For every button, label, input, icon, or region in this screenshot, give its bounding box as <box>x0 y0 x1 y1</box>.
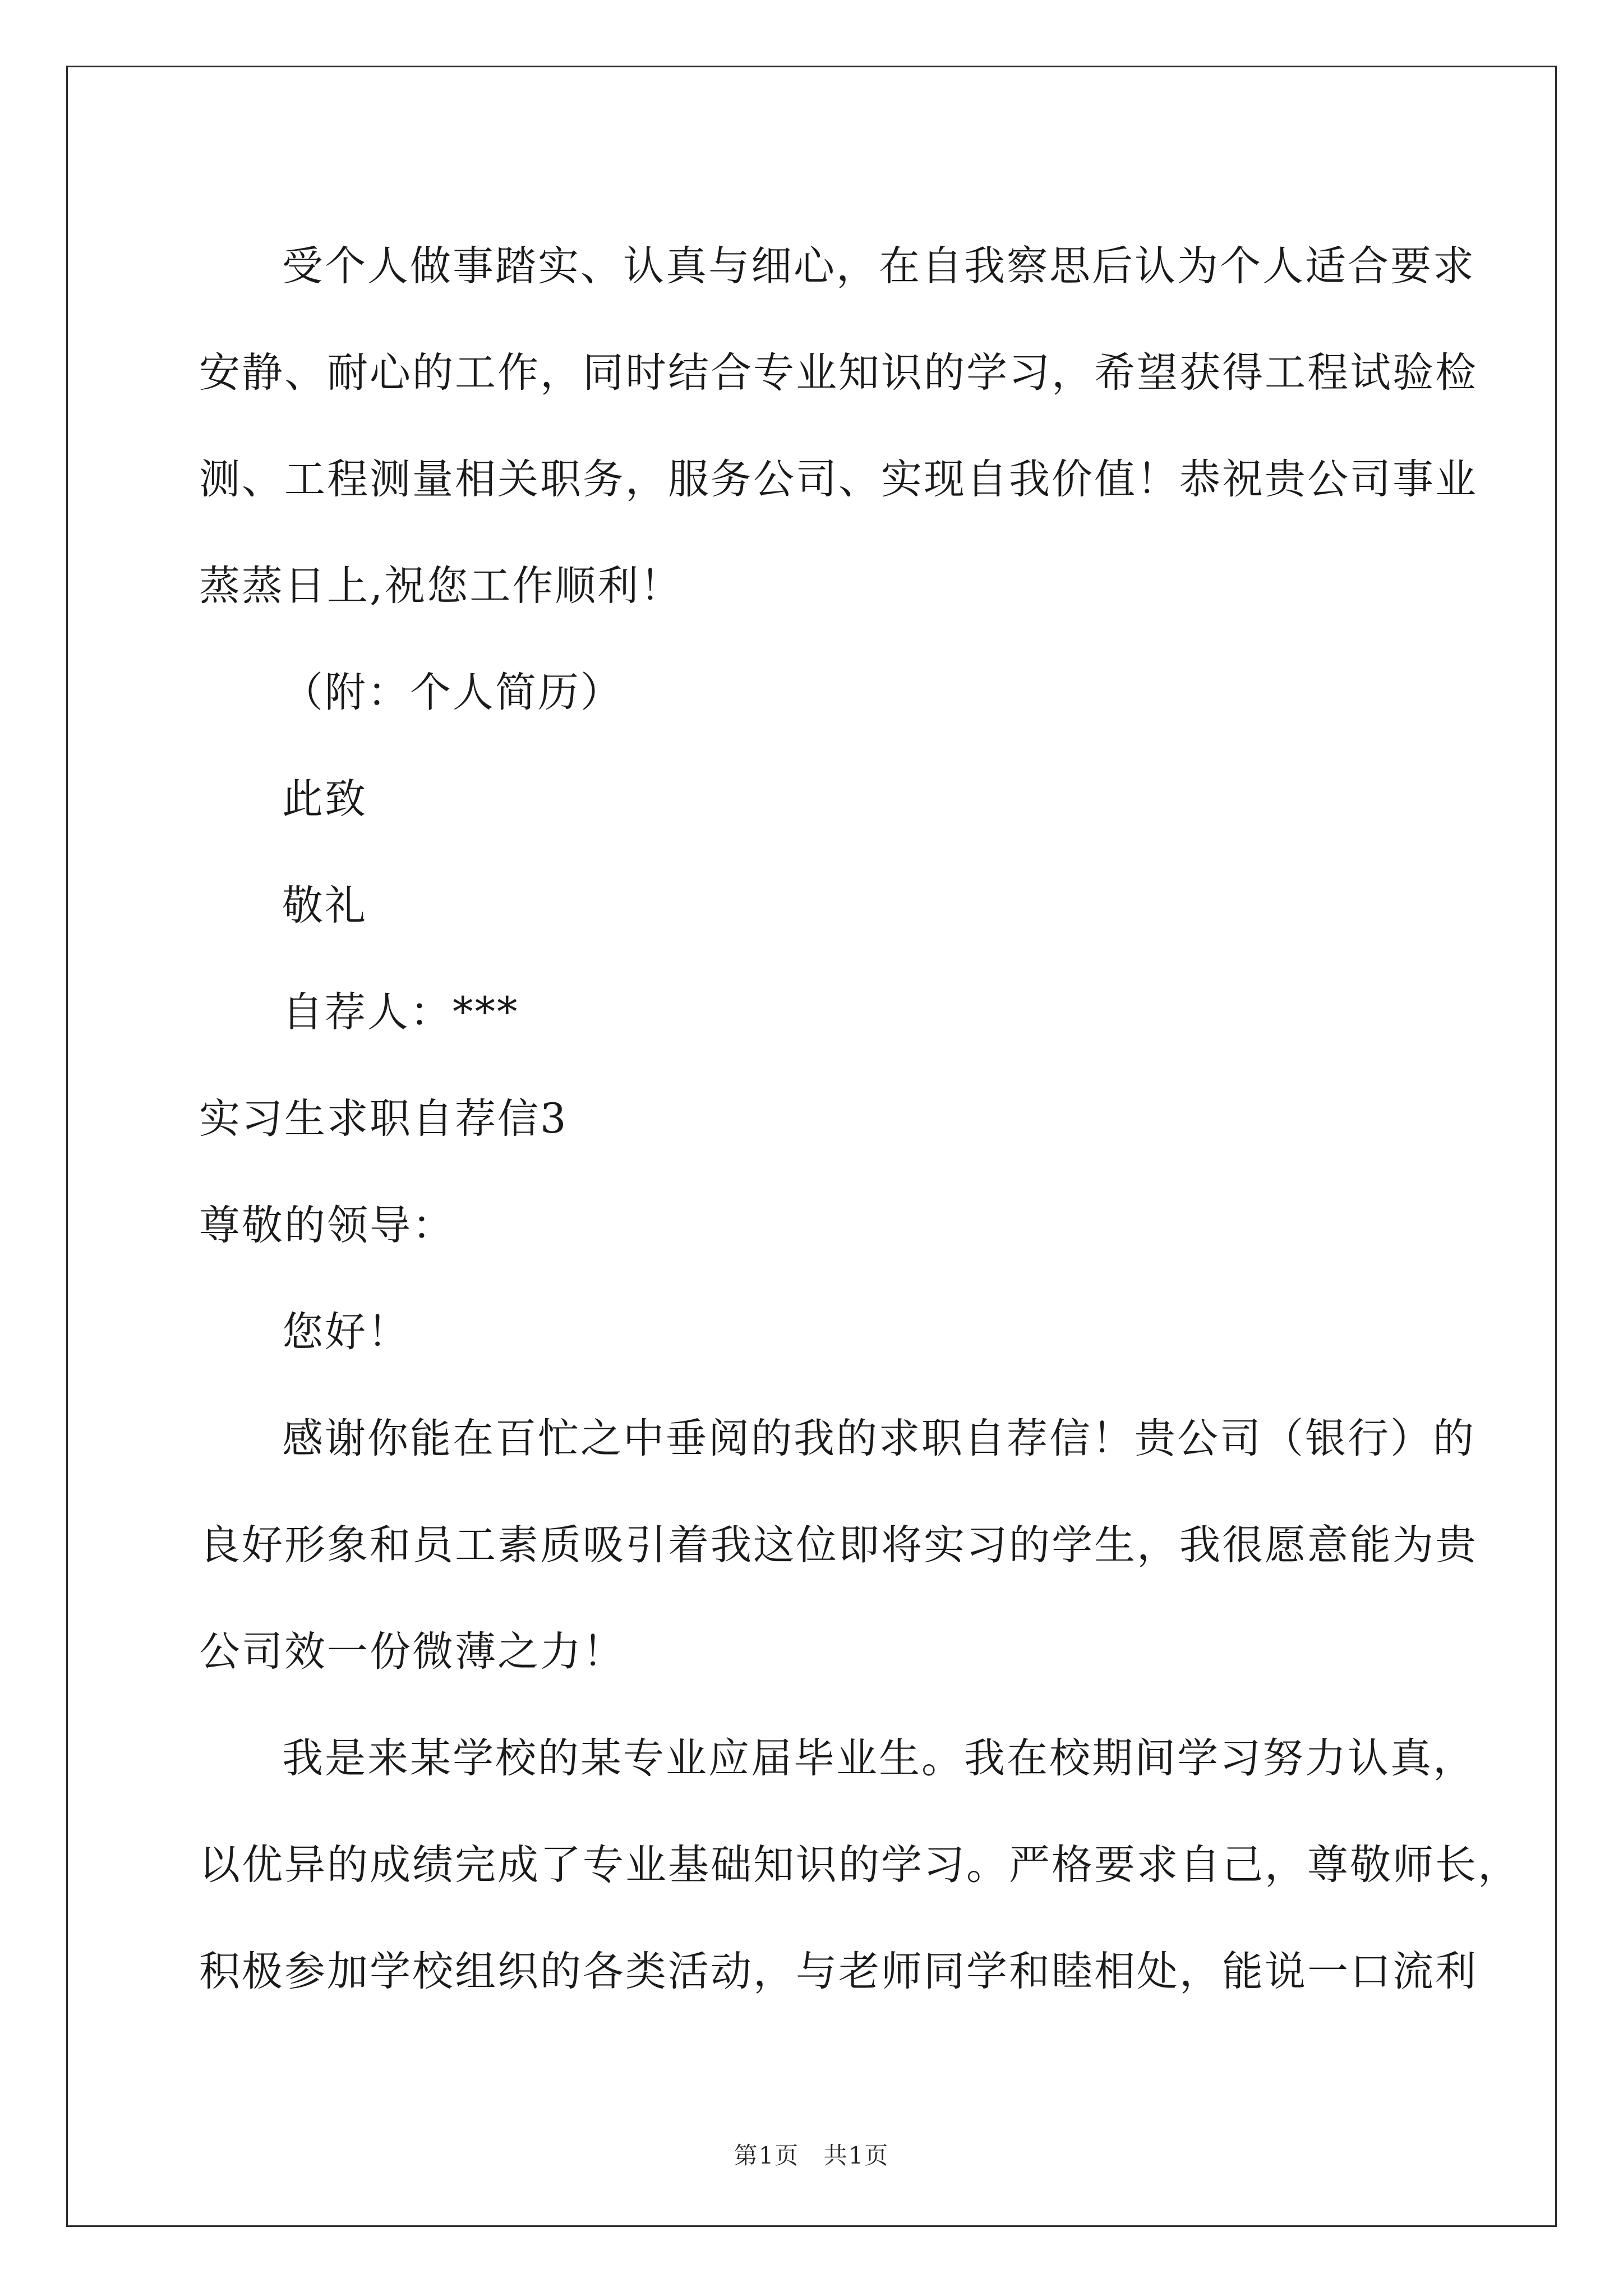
section-heading: 实习生求职自荐信3 <box>199 1095 568 1143</box>
text-line: 安静、耐心的工作，同时结合专业知识的学习，希望获得工程试验检 <box>199 349 1478 397</box>
text-line: 我是来某学校的某专业应届毕业生。我在校期间学习努力认真， <box>282 1734 1476 1782</box>
text-line: 积极参加学校组织的各类活动，与老师同学和睦相处，能说一口流利 <box>199 1948 1478 1995</box>
text-line: 受个人做事踏实、认真与细心，在自我察思后认为个人适合要求 <box>282 242 1476 290</box>
text-line: 感谢你能在百忙之中垂阅的我的求职自荐信！贵公司（银行）的 <box>282 1415 1476 1462</box>
closing-salutation: 此致 <box>282 775 367 823</box>
text-line: 蒸蒸日上,祝您工作顺利！ <box>199 562 683 610</box>
page-footer <box>0 2137 1623 2171</box>
text-line: 良好形象和员工素质吸引着我这位即将实习的学生，我很愿意能为贵 <box>199 1521 1478 1569</box>
signature-line: 自荐人：*** <box>282 988 519 1036</box>
attachment-note: （附：个人简历） <box>282 669 623 716</box>
greeting-recipient: 尊敬的领导： <box>199 1202 455 1249</box>
page-total: 共1页 <box>823 2142 889 2169</box>
letter-body <box>199 213 1520 2025</box>
text-line: 以优异的成绩完成了专业基础知识的学习。严格要求自己，尊敬师长， <box>199 1841 1520 1889</box>
page-number: 第1页 <box>734 2142 800 2169</box>
greeting-hello: 您好！ <box>282 1308 410 1356</box>
text-line: 公司效一份微薄之力！ <box>199 1628 625 1676</box>
closing-regards: 敬礼 <box>282 882 367 930</box>
text-line: 测、工程测量相关职务，服务公司、实现自我价值！恭祝贵公司事业 <box>199 455 1478 503</box>
